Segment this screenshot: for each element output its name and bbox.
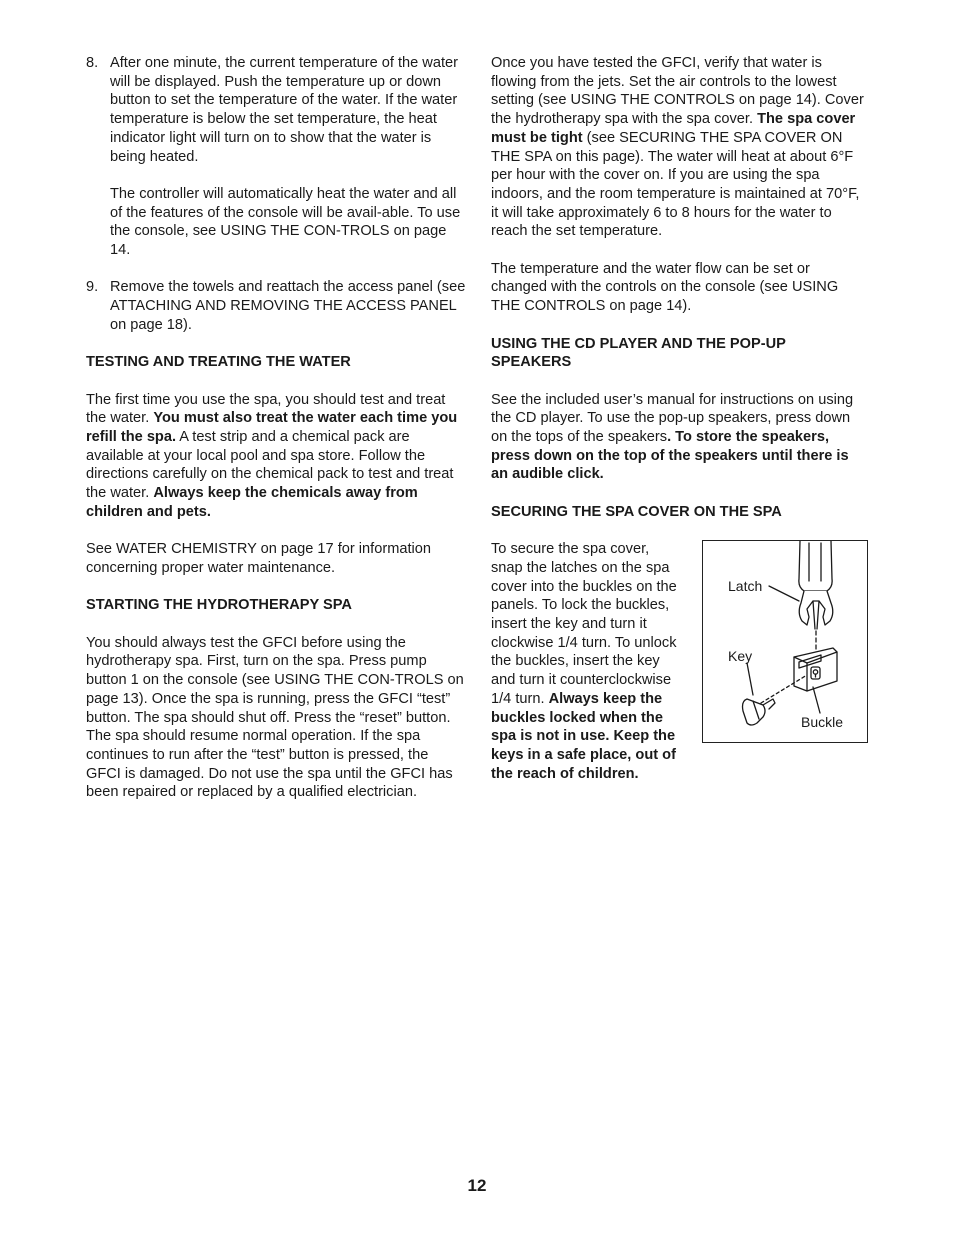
step-8-paragraph-1: After one minute, the current temperature of the water will be displayed. Push the temperature up or down button to set the temperature of the water. If the water temperature is below the set temperature, the heat indicator light will turn on to show that the water is being heated. <box>110 55 458 165</box>
starting-paragraph: You should always test the GFCI before using the hydrotherapy spa. First, turn on the spa. Press pump button 1 on the console (see USING THE CON-TROLS on page 13). Once the spa is running, press the GFCI “test” button. The spa should shut off. Press the “reset” button. The spa should resume normal operation. If the spa continues to run after the “test” button is pressed, the GFCI is damaged. Do not use the spa until the GFCI has been repaired or replaced by a qualified electrician. <box>86 634 464 801</box>
left-column <box>86 54 466 821</box>
securing-section <box>491 540 869 783</box>
bold-run: . To store the speakers, press down on the top of the speakers until there is an audible click. <box>491 429 849 483</box>
text-run: See the included user’s manual for instructions on using the CD player. To use the pop-up speakers, press down on the tops of the speakers <box>491 391 854 446</box>
latch-label: Latch <box>728 578 763 595</box>
chemistry-paragraph: See WATER CHEMISTRY on page 17 for information concerning proper water maintenance. <box>86 541 431 576</box>
gfci-paragraph <box>491 54 869 241</box>
bold-run: You must also treat the water each time you refill the spa. <box>86 410 458 445</box>
text-run: To secure the spa cover, snap the latches on the spa cover into the buckles on the panels. To lock the buckles, insert the key and turn it clockwise 1/4 turn. To unlock the buckles, insert the key and turn it counterclockwise 1/4 turn. <box>491 541 677 707</box>
step-number: 8. <box>86 55 99 71</box>
testing-paragraph <box>86 391 466 522</box>
page-number: 12 <box>467 1176 487 1195</box>
testing-heading: TESTING AND TREATING THE WATER <box>86 354 351 371</box>
latch-buckle-figure <box>702 540 868 743</box>
text-run: A test strip and a chemical pack are available at your local pool and spa store. Follow the directions carefully on the chemical pack to test and treat the water. <box>86 429 454 502</box>
step-8-paragraph-2: The controller will automatically heat the water and all of the features of the console will be avail-able. To use the console, see USING THE CON-TROLS on page 14. <box>110 185 461 259</box>
bold-run: Always keep the chemicals away from children and pets. <box>86 485 418 520</box>
step-9-paragraph: Remove the towels and reattach the access panel (see ATTACHING AND REMOVING THE ACCESS PANEL on page 18). <box>110 279 466 333</box>
buckle-label: Buckle <box>801 714 844 731</box>
latch-buckle-illustration <box>703 541 869 744</box>
securing-paragraph <box>491 540 683 783</box>
starting-heading: STARTING THE HYDROTHERAPY SPA <box>86 597 352 614</box>
cd-heading: USING THE CD PLAYER AND THE POP-UP SPEAKERS <box>491 335 786 371</box>
securing-heading: SECURING THE SPA COVER ON THE SPA <box>491 503 782 520</box>
right-column <box>491 54 869 802</box>
step-8 <box>86 54 466 260</box>
bold-run: The spa cover must be tight <box>491 111 856 146</box>
text-run: Once you have tested the GFCI, verify that water is flowing from the jets. Set the air controls to the lowest setting (see USING THE CONTROLS on page 14). Cover the hydrotherapy spa with the spa cover. <box>491 55 864 128</box>
step-9 <box>86 278 466 334</box>
bold-run: Always keep the buckles locked when the spa is not in use. Keep the keys in a safe place, out of the reach of children. <box>491 690 676 782</box>
key-label: Key <box>728 648 753 665</box>
cd-paragraph <box>491 391 869 485</box>
step-number: 9. <box>86 279 99 296</box>
text-run: The first time you use the spa, you should test and treat the water. <box>86 391 446 427</box>
flow-paragraph: The temperature and the water flow can be set or changed with the controls on the console (see USING THE CONTROLS on page 14). <box>491 260 839 315</box>
text-run: (see SECURING THE SPA COVER ON THE SPA on this page). The water will heat at about 6°F per hour with the cover on. If you are using the spa indoors, and the room temperature is maintained at 70°F, it will take approximately 6 to 8 hours for the water to reach the set temperature. <box>491 129 860 240</box>
